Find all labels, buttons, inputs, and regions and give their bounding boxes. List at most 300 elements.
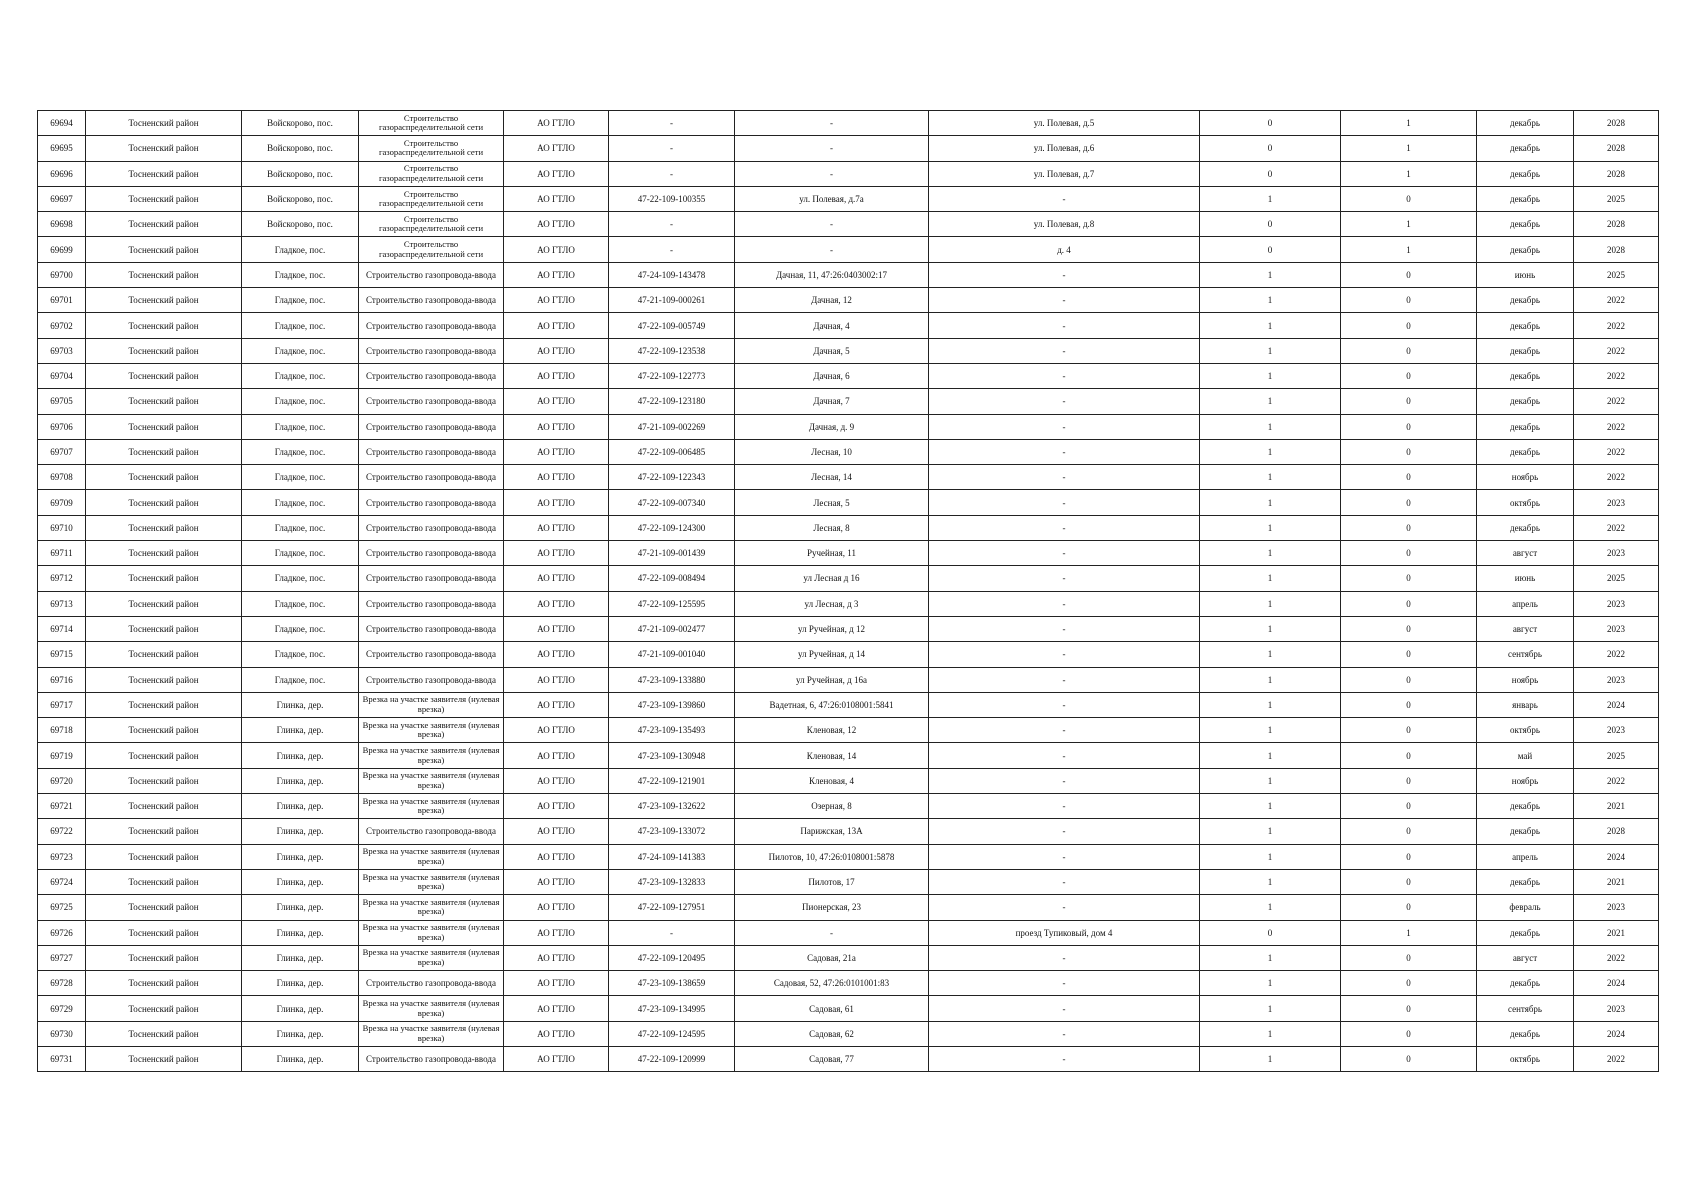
cell-count-a: 1 [1200, 667, 1341, 692]
cell-application-number: 47-23-109-139860 [609, 692, 735, 717]
cell-organization: АО ГТЛО [504, 920, 609, 945]
cell-count-a: 1 [1200, 768, 1341, 793]
cell-district: Тосненский район [86, 389, 242, 414]
cell-organization: АО ГТЛО [504, 768, 609, 793]
cell-count-b: 1 [1341, 111, 1477, 136]
cell-row-id: 69721 [38, 794, 86, 819]
cell-object-address: Озерная, 8 [735, 794, 929, 819]
cell-address: ул. Полевая, д.5 [929, 111, 1200, 136]
cell-work-type: Строительство газопровода-ввода [359, 566, 504, 591]
cell-object-address: Дачная, 12 [735, 288, 929, 313]
cell-object-address: Пилотов, 10, 47:26:0108001:5878 [735, 844, 929, 869]
cell-organization: АО ГТЛО [504, 212, 609, 237]
cell-district: Тосненский район [86, 743, 242, 768]
cell-settlement: Гладкое, пос. [242, 515, 359, 540]
cell-month: декабрь [1477, 414, 1574, 439]
cell-row-id: 69722 [38, 819, 86, 844]
cell-year: 2025 [1574, 186, 1659, 211]
cell-month: декабрь [1477, 161, 1574, 186]
cell-organization: АО ГТЛО [504, 414, 609, 439]
cell-settlement: Гладкое, пос. [242, 262, 359, 287]
cell-year: 2025 [1574, 566, 1659, 591]
cell-organization: АО ГТЛО [504, 743, 609, 768]
table-row [38, 1021, 1659, 1046]
cell-count-a: 1 [1200, 288, 1341, 313]
cell-work-type: Строительство газораспределительной сети [359, 212, 504, 237]
cell-year: 2023 [1574, 718, 1659, 743]
cell-settlement: Гладкое, пос. [242, 288, 359, 313]
cell-address: - [929, 465, 1200, 490]
cell-row-id: 69730 [38, 1021, 86, 1046]
cell-application-number: 47-23-109-133072 [609, 819, 735, 844]
cell-month: август [1477, 541, 1574, 566]
cell-settlement: Гладкое, пос. [242, 642, 359, 667]
cell-month: октябрь [1477, 490, 1574, 515]
cell-settlement: Гладкое, пос. [242, 616, 359, 641]
table-row [38, 718, 1659, 743]
cell-month: декабрь [1477, 515, 1574, 540]
cell-object-address: Садовая, 52, 47:26:0101001:83 [735, 971, 929, 996]
cell-district: Тосненский район [86, 161, 242, 186]
cell-count-b: 0 [1341, 439, 1477, 464]
cell-year: 2023 [1574, 667, 1659, 692]
cell-district: Тосненский район [86, 566, 242, 591]
cell-application-number: 47-24-109-141383 [609, 844, 735, 869]
cell-organization: АО ГТЛО [504, 541, 609, 566]
cell-settlement: Гладкое, пос. [242, 541, 359, 566]
cell-address: - [929, 591, 1200, 616]
cell-month: декабрь [1477, 439, 1574, 464]
cell-district: Тосненский район [86, 718, 242, 743]
cell-row-id: 69719 [38, 743, 86, 768]
cell-work-type: Строительство газопровода-ввода [359, 667, 504, 692]
cell-address: - [929, 1046, 1200, 1071]
cell-district: Тосненский район [86, 591, 242, 616]
cell-year: 2022 [1574, 363, 1659, 388]
table-row [38, 465, 1659, 490]
cell-count-a: 1 [1200, 971, 1341, 996]
cell-year: 2028 [1574, 136, 1659, 161]
cell-month: июнь [1477, 262, 1574, 287]
cell-address: - [929, 363, 1200, 388]
cell-month: декабрь [1477, 288, 1574, 313]
cell-object-address: Дачная, 7 [735, 389, 929, 414]
cell-object-address: Дачная, 5 [735, 338, 929, 363]
cell-month: декабрь [1477, 212, 1574, 237]
table-row [38, 363, 1659, 388]
cell-count-b: 0 [1341, 844, 1477, 869]
cell-month: декабрь [1477, 389, 1574, 414]
cell-address: проезд Тупиковый, дом 4 [929, 920, 1200, 945]
cell-count-a: 1 [1200, 1021, 1341, 1046]
cell-object-address: Кленовая, 4 [735, 768, 929, 793]
cell-address: - [929, 794, 1200, 819]
cell-count-a: 0 [1200, 136, 1341, 161]
cell-work-type: Врезка на участке заявителя (нулевая врезка) [359, 692, 504, 717]
cell-district: Тосненский район [86, 439, 242, 464]
cell-count-a: 1 [1200, 363, 1341, 388]
cell-work-type: Врезка на участке заявителя (нулевая врезка) [359, 718, 504, 743]
cell-organization: АО ГТЛО [504, 389, 609, 414]
cell-application-number: - [609, 212, 735, 237]
cell-application-number: 47-22-109-124300 [609, 515, 735, 540]
cell-application-number: - [609, 161, 735, 186]
cell-row-id: 69731 [38, 1046, 86, 1071]
cell-count-b: 0 [1341, 490, 1477, 515]
cell-organization: АО ГТЛО [504, 718, 609, 743]
table-row [38, 768, 1659, 793]
cell-month: декабрь [1477, 794, 1574, 819]
table-row [38, 515, 1659, 540]
data-table [37, 110, 1659, 1072]
cell-address: - [929, 768, 1200, 793]
cell-district: Тосненский район [86, 288, 242, 313]
cell-application-number: 47-21-109-002477 [609, 616, 735, 641]
cell-count-b: 0 [1341, 667, 1477, 692]
cell-month: декабрь [1477, 313, 1574, 338]
cell-district: Тосненский район [86, 945, 242, 970]
cell-organization: АО ГТЛО [504, 515, 609, 540]
cell-organization: АО ГТЛО [504, 794, 609, 819]
cell-row-id: 69717 [38, 692, 86, 717]
table-row [38, 414, 1659, 439]
cell-organization: АО ГТЛО [504, 945, 609, 970]
cell-district: Тосненский район [86, 692, 242, 717]
cell-month: ноябрь [1477, 465, 1574, 490]
cell-year: 2023 [1574, 541, 1659, 566]
cell-count-a: 1 [1200, 844, 1341, 869]
cell-settlement: Глинка, дер. [242, 718, 359, 743]
cell-object-address: - [735, 237, 929, 262]
cell-count-a: 1 [1200, 616, 1341, 641]
cell-count-b: 0 [1341, 1046, 1477, 1071]
cell-work-type: Строительство газопровода-ввода [359, 971, 504, 996]
table-row [38, 161, 1659, 186]
cell-count-a: 1 [1200, 692, 1341, 717]
cell-object-address: Дачная, 4 [735, 313, 929, 338]
cell-work-type: Строительство газопровода-ввода [359, 490, 504, 515]
cell-row-id: 69706 [38, 414, 86, 439]
cell-object-address: Кленовая, 12 [735, 718, 929, 743]
cell-work-type: Строительство газопровода-ввода [359, 515, 504, 540]
cell-settlement: Войскорово, пос. [242, 111, 359, 136]
cell-settlement: Глинка, дер. [242, 692, 359, 717]
cell-count-a: 1 [1200, 186, 1341, 211]
cell-count-b: 0 [1341, 743, 1477, 768]
cell-settlement: Глинка, дер. [242, 895, 359, 920]
cell-organization: АО ГТЛО [504, 111, 609, 136]
cell-object-address: - [735, 111, 929, 136]
cell-application-number: 47-22-109-127951 [609, 895, 735, 920]
cell-work-type: Строительство газораспределительной сети [359, 186, 504, 211]
table-row [38, 313, 1659, 338]
cell-work-type: Строительство газораспределительной сети [359, 136, 504, 161]
cell-count-b: 0 [1341, 338, 1477, 363]
cell-row-id: 69727 [38, 945, 86, 970]
cell-count-b: 0 [1341, 692, 1477, 717]
cell-application-number: 47-22-109-123538 [609, 338, 735, 363]
cell-district: Тосненский район [86, 313, 242, 338]
cell-row-id: 69708 [38, 465, 86, 490]
table-row [38, 616, 1659, 641]
cell-address: - [929, 414, 1200, 439]
cell-district: Тосненский район [86, 237, 242, 262]
cell-application-number: - [609, 920, 735, 945]
cell-month: апрель [1477, 844, 1574, 869]
cell-month: декабрь [1477, 869, 1574, 894]
cell-row-id: 69729 [38, 996, 86, 1021]
cell-object-address: ул Ручейная, д 14 [735, 642, 929, 667]
cell-row-id: 69700 [38, 262, 86, 287]
cell-settlement: Гладкое, пос. [242, 414, 359, 439]
cell-district: Тосненский район [86, 136, 242, 161]
cell-work-type: Строительство газопровода-ввода [359, 414, 504, 439]
cell-year: 2022 [1574, 389, 1659, 414]
cell-count-b: 0 [1341, 895, 1477, 920]
cell-settlement: Глинка, дер. [242, 1021, 359, 1046]
table-row [38, 186, 1659, 211]
cell-district: Тосненский район [86, 895, 242, 920]
cell-count-a: 1 [1200, 819, 1341, 844]
cell-year: 2022 [1574, 465, 1659, 490]
cell-work-type: Врезка на участке заявителя (нулевая врезка) [359, 794, 504, 819]
cell-address: - [929, 389, 1200, 414]
cell-district: Тосненский район [86, 642, 242, 667]
cell-month: сентябрь [1477, 642, 1574, 667]
cell-row-id: 69705 [38, 389, 86, 414]
cell-district: Тосненский район [86, 490, 242, 515]
cell-year: 2028 [1574, 161, 1659, 186]
cell-object-address: - [735, 212, 929, 237]
cell-organization: АО ГТЛО [504, 667, 609, 692]
cell-work-type: Строительство газопровода-ввода [359, 439, 504, 464]
cell-count-b: 0 [1341, 288, 1477, 313]
table-row [38, 111, 1659, 136]
cell-year: 2023 [1574, 591, 1659, 616]
cell-address: ул. Полевая, д.7 [929, 161, 1200, 186]
cell-count-a: 1 [1200, 591, 1341, 616]
cell-year: 2024 [1574, 692, 1659, 717]
cell-work-type: Строительство газопровода-ввода [359, 363, 504, 388]
cell-object-address: Садовая, 77 [735, 1046, 929, 1071]
cell-district: Тосненский район [86, 616, 242, 641]
cell-count-b: 0 [1341, 363, 1477, 388]
cell-district: Тосненский район [86, 996, 242, 1021]
cell-object-address: ул. Полевая, д.7а [735, 186, 929, 211]
cell-object-address: ул Ручейная, д 16а [735, 667, 929, 692]
cell-settlement: Войскорово, пос. [242, 161, 359, 186]
cell-year: 2025 [1574, 743, 1659, 768]
cell-organization: АО ГТЛО [504, 971, 609, 996]
cell-settlement: Глинка, дер. [242, 971, 359, 996]
cell-district: Тосненский район [86, 920, 242, 945]
cell-settlement: Гладкое, пос. [242, 490, 359, 515]
table-body [38, 111, 1659, 1072]
cell-count-b: 1 [1341, 136, 1477, 161]
cell-settlement: Глинка, дер. [242, 996, 359, 1021]
cell-count-a: 1 [1200, 439, 1341, 464]
table-row [38, 136, 1659, 161]
cell-month: декабрь [1477, 111, 1574, 136]
cell-year: 2022 [1574, 313, 1659, 338]
cell-application-number: 47-22-109-120495 [609, 945, 735, 970]
cell-count-b: 0 [1341, 718, 1477, 743]
cell-object-address: Вадетная, 6, 47:26:0108001:5841 [735, 692, 929, 717]
cell-application-number: 47-23-109-138659 [609, 971, 735, 996]
table-row [38, 237, 1659, 262]
table-row [38, 692, 1659, 717]
cell-count-b: 0 [1341, 768, 1477, 793]
cell-object-address: ул Лесная д 16 [735, 566, 929, 591]
cell-address: ул. Полевая, д.6 [929, 136, 1200, 161]
cell-application-number: 47-21-109-000261 [609, 288, 735, 313]
table-row [38, 819, 1659, 844]
cell-row-id: 69716 [38, 667, 86, 692]
cell-district: Тосненский район [86, 111, 242, 136]
cell-district: Тосненский район [86, 515, 242, 540]
cell-address: - [929, 819, 1200, 844]
cell-count-b: 0 [1341, 794, 1477, 819]
cell-organization: АО ГТЛО [504, 996, 609, 1021]
cell-row-id: 69703 [38, 338, 86, 363]
cell-month: январь [1477, 692, 1574, 717]
cell-settlement: Гладкое, пос. [242, 566, 359, 591]
table-row [38, 945, 1659, 970]
cell-year: 2022 [1574, 768, 1659, 793]
cell-object-address: - [735, 161, 929, 186]
cell-application-number: 47-22-109-122773 [609, 363, 735, 388]
cell-count-b: 1 [1341, 920, 1477, 945]
cell-year: 2024 [1574, 1021, 1659, 1046]
cell-year: 2022 [1574, 338, 1659, 363]
cell-count-a: 0 [1200, 237, 1341, 262]
cell-application-number: 47-22-109-122343 [609, 465, 735, 490]
cell-year: 2028 [1574, 237, 1659, 262]
cell-object-address: Лесная, 5 [735, 490, 929, 515]
cell-settlement: Глинка, дер. [242, 844, 359, 869]
table-row [38, 490, 1659, 515]
table-row [38, 869, 1659, 894]
cell-object-address: - [735, 136, 929, 161]
table-row [38, 794, 1659, 819]
cell-count-b: 0 [1341, 971, 1477, 996]
cell-application-number: 47-23-109-132833 [609, 869, 735, 894]
cell-work-type: Строительство газопровода-ввода [359, 288, 504, 313]
cell-address: - [929, 262, 1200, 287]
table-row [38, 338, 1659, 363]
cell-count-b: 0 [1341, 996, 1477, 1021]
cell-district: Тосненский район [86, 414, 242, 439]
cell-row-id: 69695 [38, 136, 86, 161]
cell-district: Тосненский район [86, 338, 242, 363]
cell-count-b: 0 [1341, 869, 1477, 894]
cell-month: февраль [1477, 895, 1574, 920]
cell-organization: АО ГТЛО [504, 262, 609, 287]
cell-application-number: 47-22-109-100355 [609, 186, 735, 211]
table-row [38, 996, 1659, 1021]
cell-organization: АО ГТЛО [504, 288, 609, 313]
cell-row-id: 69704 [38, 363, 86, 388]
cell-year: 2023 [1574, 616, 1659, 641]
cell-settlement: Гладкое, пос. [242, 237, 359, 262]
cell-work-type: Строительство газопровода-ввода [359, 819, 504, 844]
cell-year: 2021 [1574, 869, 1659, 894]
cell-application-number: - [609, 111, 735, 136]
cell-year: 2022 [1574, 515, 1659, 540]
cell-district: Тосненский район [86, 971, 242, 996]
cell-count-a: 1 [1200, 566, 1341, 591]
cell-object-address: Дачная, д. 9 [735, 414, 929, 439]
cell-district: Тосненский район [86, 541, 242, 566]
cell-count-a: 1 [1200, 895, 1341, 920]
cell-settlement: Гладкое, пос. [242, 363, 359, 388]
cell-count-a: 1 [1200, 642, 1341, 667]
cell-work-type: Врезка на участке заявителя (нулевая врезка) [359, 743, 504, 768]
cell-year: 2021 [1574, 794, 1659, 819]
cell-object-address: Лесная, 8 [735, 515, 929, 540]
cell-application-number: 47-22-109-005749 [609, 313, 735, 338]
cell-application-number: 47-22-109-008494 [609, 566, 735, 591]
cell-count-b: 0 [1341, 819, 1477, 844]
cell-year: 2022 [1574, 288, 1659, 313]
cell-object-address: Пилотов, 17 [735, 869, 929, 894]
table-row [38, 288, 1659, 313]
cell-year: 2024 [1574, 971, 1659, 996]
cell-organization: АО ГТЛО [504, 465, 609, 490]
cell-object-address: Дачная, 6 [735, 363, 929, 388]
cell-count-b: 0 [1341, 262, 1477, 287]
cell-count-b: 0 [1341, 1021, 1477, 1046]
cell-count-b: 0 [1341, 515, 1477, 540]
cell-settlement: Войскорово, пос. [242, 136, 359, 161]
cell-count-a: 1 [1200, 945, 1341, 970]
cell-work-type: Врезка на участке заявителя (нулевая врезка) [359, 869, 504, 894]
cell-month: декабрь [1477, 819, 1574, 844]
cell-count-b: 0 [1341, 465, 1477, 490]
cell-organization: АО ГТЛО [504, 819, 609, 844]
cell-work-type: Строительство газопровода-ввода [359, 616, 504, 641]
cell-count-b: 0 [1341, 945, 1477, 970]
cell-month: май [1477, 743, 1574, 768]
cell-organization: АО ГТЛО [504, 591, 609, 616]
cell-organization: АО ГТЛО [504, 313, 609, 338]
table-row [38, 844, 1659, 869]
cell-application-number: 47-22-109-120999 [609, 1046, 735, 1071]
cell-application-number: 47-21-109-001040 [609, 642, 735, 667]
cell-settlement: Гладкое, пос. [242, 389, 359, 414]
cell-row-id: 69726 [38, 920, 86, 945]
cell-district: Тосненский район [86, 1046, 242, 1071]
cell-count-a: 1 [1200, 794, 1341, 819]
cell-count-b: 0 [1341, 616, 1477, 641]
cell-work-type: Строительство газораспределительной сети [359, 161, 504, 186]
cell-count-a: 1 [1200, 515, 1341, 540]
cell-month: июнь [1477, 566, 1574, 591]
cell-district: Тосненский район [86, 869, 242, 894]
cell-row-id: 69702 [38, 313, 86, 338]
cell-address: - [929, 490, 1200, 515]
cell-count-b: 0 [1341, 414, 1477, 439]
cell-work-type: Строительство газопровода-ввода [359, 465, 504, 490]
cell-application-number: 47-23-109-132622 [609, 794, 735, 819]
cell-month: сентябрь [1477, 996, 1574, 1021]
cell-organization: АО ГТЛО [504, 566, 609, 591]
cell-district: Тосненский район [86, 212, 242, 237]
cell-work-type: Строительство газораспределительной сети [359, 111, 504, 136]
cell-month: апрель [1477, 591, 1574, 616]
table-row [38, 971, 1659, 996]
cell-address: - [929, 869, 1200, 894]
